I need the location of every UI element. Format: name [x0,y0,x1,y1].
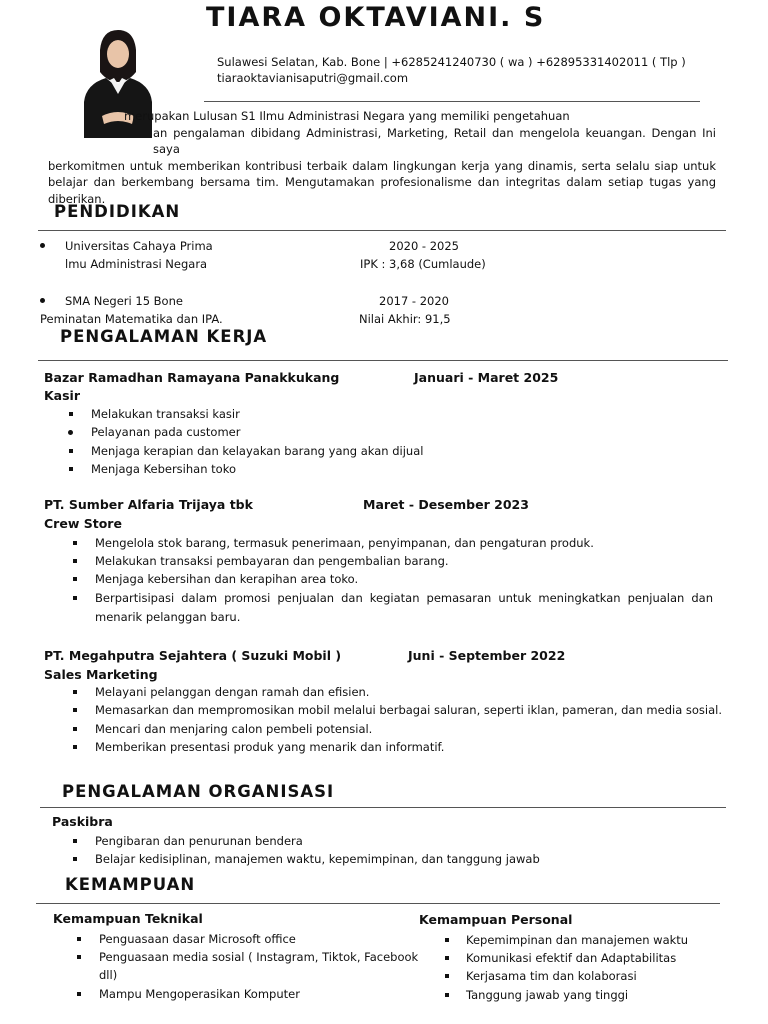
job-role-3: Sales Marketing [44,667,158,682]
tech-bullet-2 [77,955,81,959]
job2-bullet-3 [73,577,77,581]
header-divider [204,101,700,102]
job3-task-4: Memberikan presentasi produk yang menarik dan informatif. [95,740,445,754]
education-years-2: 2017 - 2020 [379,294,449,308]
job-company-2: PT. Sumber Alfaria Trijaya tbk [44,497,253,512]
education-bullet-1 [40,243,45,248]
education-school-1: Universitas Cahaya Prima [65,239,213,253]
job1-task-3: Menjaga kerapian dan kelayakan barang yang akan dijual [91,444,424,458]
pers-skill-4: Tanggung jawab yang tinggi [466,988,629,1002]
job1-task-1: Melakukan transaksi kasir [91,407,240,421]
summary-line-1: merupakan Lulusan S1 Ilmu Administrasi Negara yang memiliki pengetahuan [124,109,570,123]
education-title: PENDIDIKAN [54,202,181,221]
job3-task-1: Melayani pelanggan dengan ramah dan efisien. [95,685,370,699]
experience-divider [38,360,728,361]
contact-email: tiaraoktavianisaputri@gmail.com [217,71,409,85]
pers-skill-3: Kerjasama tim dan kolaborasi [466,969,637,983]
tech-skill-3: Mampu Mengoperasikan Komputer [99,987,300,1001]
job-role-2: Crew Store [44,516,122,531]
job3-bullet-2 [73,708,77,712]
summary-line-2: an pengalaman dibidang Administrasi, Marketing, Retail dan mengelola keuangan. Dengan Ini saya [153,125,716,156]
job2-task-2: Melakukan transaksi pembayaran dan pengembalian barang. [95,554,449,568]
job1-bullet-3 [69,449,73,453]
organization-divider [40,807,726,808]
education-score-1: IPK : 3,68 (Cumlaude) [360,257,486,271]
skills-divider [36,903,720,904]
job3-bullet-3 [73,727,77,731]
summary-rest: berkomitmen untuk memberikan kontribusi terbaik dalam lingkungan kerja yang dinamis, serta selalu siap untuk belajar dan berkembang bersama tim. Mengutamakan profesionalisme dan integritas dalam setiap tugas yang diberikan. [48,158,716,206]
org-bullet-2 [73,857,77,861]
education-major-2: Peminatan Matematika dan IPA. [40,312,223,326]
job-company-3: PT. Megahputra Sejahtera ( Suzuki Mobil ) [44,648,342,663]
tech-bullet-3 [77,992,81,996]
org-bullet-1 [73,839,77,843]
job2-bullet-4 [73,596,77,600]
job-period-3: Juni - September 2022 [408,648,566,663]
org-task-2: Belajar kedisiplinan, manajemen waktu, kepemimpinan, dan tanggung jawab [95,852,540,866]
profile-summary [48,108,716,207]
job1-bullet-2 [68,430,73,435]
tech-skill-2: Penguasaan media sosial ( Instagram, Tiktok, Facebook [99,950,419,964]
job3-task-3: Mencari dan menjaring calon pembeli potensial. [95,722,373,736]
job3-task-2: Memasarkan dan mempromosikan mobil melalui berbagai saluran, seperti iklan, pameran, dan media sosial. [95,703,723,717]
job2-bullet-2 [73,559,77,563]
pers-bullet-3 [445,974,449,978]
job1-task-2: Pelayanan pada customer [91,425,241,439]
tech-skill-2-cont: dll) [99,968,118,982]
pers-bullet-2 [445,956,449,960]
contact-info: Sulawesi Selatan, Kab. Bone | +6285241240730 ( wa ) +62895331402011 ( Tlp ) [217,55,686,69]
job2-bullet-1 [73,541,77,545]
job1-bullet-4 [69,467,73,471]
education-major-1: lmu Administrasi Negara [65,257,208,271]
organization-name: Paskibra [52,814,113,829]
education-bullet-2 [40,298,45,303]
experience-title: PENGALAMAN KERJA [60,327,268,346]
job-role-1: Kasir [44,388,81,403]
job1-task-4: Menjaga Kebersihan toko [91,462,236,476]
pers-skill-2: Komunikasi efektif dan Adaptabilitas [466,951,677,965]
skills-title: KEMAMPUAN [65,875,196,894]
job2-task-1: Mengelola stok barang, termasuk penerimaan, penyimpanan, dan pengaturan produk. [95,536,594,550]
technical-skills-title: Kemampuan Teknikal [53,911,203,926]
job-period-1: Januari - Maret 2025 [414,370,559,385]
organization-title: PENGALAMAN ORGANISASI [62,782,335,801]
candidate-name: TIARA OKTAVIANI. S [206,2,546,33]
job3-bullet-4 [73,745,77,749]
org-task-1: Pengibaran dan penurunan bendera [95,834,303,848]
job2-task-4: Berpartisipasi dalam promosi penjualan dan kegiatan pemasaran untuk meningkatkan penjualan dan menarik pelanggan baru. [95,591,713,624]
pers-skill-1: Kepemimpinan dan manajemen waktu [466,933,689,947]
job2-task-3: Menjaga kebersihan dan kerapihan area toko. [95,572,359,586]
pers-bullet-1 [445,938,449,942]
pers-bullet-4 [445,993,449,997]
education-score-2: Nilai Akhir: 91,5 [359,312,451,326]
job1-bullet-1 [69,412,73,416]
tech-skill-1: Penguasaan dasar Microsoft office [99,932,296,946]
job-period-2: Maret - Desember 2023 [363,497,529,512]
tech-bullet-1 [77,937,81,941]
personal-skills-title: Kemampuan Personal [419,912,573,927]
education-years-1: 2020 - 2025 [389,239,459,253]
education-school-2: SMA Negeri 15 Bone [65,294,183,308]
education-divider [38,230,726,231]
job-company-1: Bazar Ramadhan Ramayana Panakkukang [44,370,340,385]
job3-bullet-1 [73,690,77,694]
